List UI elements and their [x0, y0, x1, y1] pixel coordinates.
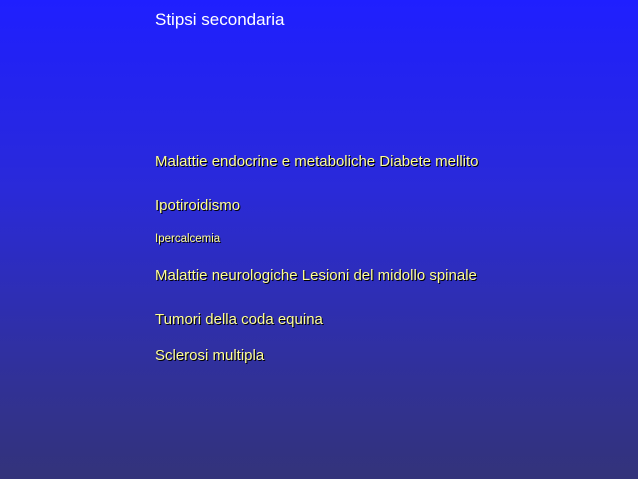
list-item-hypercalcemia: Ipercalcemia: [155, 233, 221, 245]
slide-title: Stipsi secondaria: [155, 10, 285, 29]
list-item-neurological: Malattie neurologiche Lesioni del midollo spinale: [155, 267, 477, 284]
list-item-multiple-sclerosis: Sclerosi multipla: [155, 347, 265, 364]
list-item-endocrine-metabolic: Malattie endocrine e metaboliche Diabete mellito: [155, 153, 479, 170]
list-item-cauda-equina-tumors: Tumori della coda equina: [155, 311, 323, 328]
list-item-hypothyroidism: Ipotiroidismo: [155, 197, 241, 214]
